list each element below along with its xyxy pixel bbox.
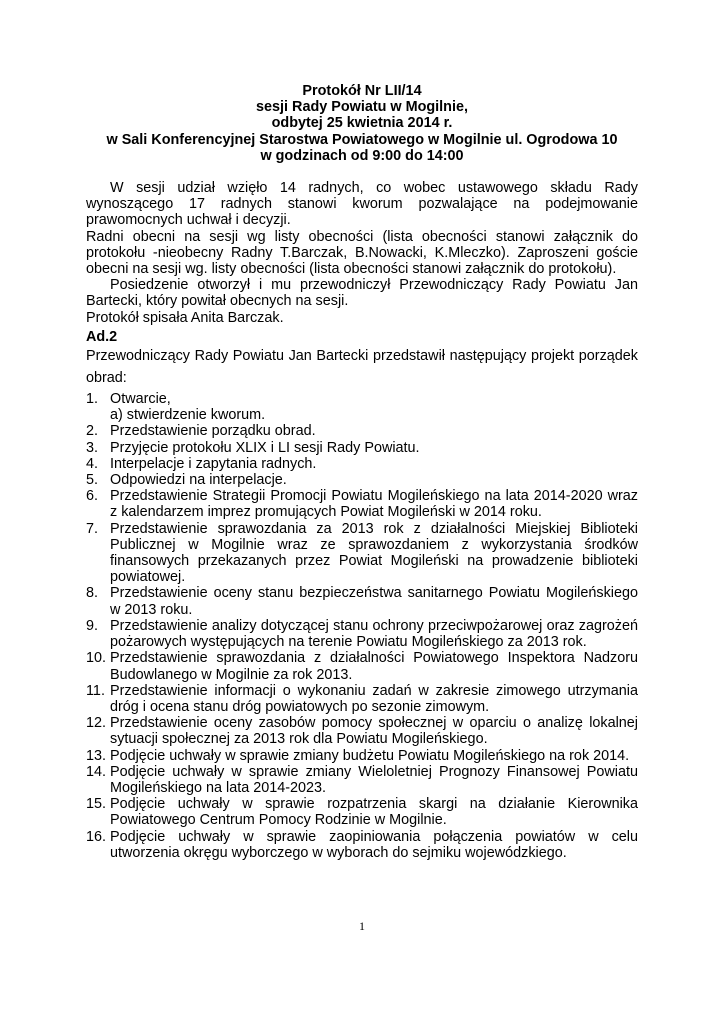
agenda-item-text: Przedstawienie oceny stanu bezpieczeństwa sanitarnego Powiatu Mogileńskiego w 2013 roku. xyxy=(110,585,638,618)
agenda-item xyxy=(86,488,638,520)
agenda-item-text: Podjęcie uchwały w sprawie zmiany Wieloletniej Prognozy Finansowej Powiatu Mogileńskiego na lata 2014-2023. xyxy=(110,763,638,796)
agenda-item-text: Podjęcie uchwały w sprawie zmiany budżetu Powiatu Mogileńskiego na rok 2014. xyxy=(110,747,630,764)
agenda-item xyxy=(86,650,638,682)
agenda-item-number: 2. xyxy=(86,423,99,440)
agenda-item-number: 12. xyxy=(86,715,107,732)
agenda-item-number: 14. xyxy=(86,763,107,780)
agenda-item-number: 6. xyxy=(86,488,99,505)
agenda-item-number: 15. xyxy=(86,796,107,813)
section-heading: Ad.2 xyxy=(86,328,118,345)
agenda-item-text: Przedstawienie sprawozdania z działalności Powiatowego Inspektora Nadzoru Budowlanego w Mogilnie za rok 2013. xyxy=(110,650,638,683)
agenda-item xyxy=(86,748,638,764)
paragraph-present: Radni obecni na sesji wg listy obecności (lista obecności stanowi załącznik do protokołu -nieobecny Radny T.Barczak, B.Nowacki, K.Mleczko). Zaproszeni goście obecni na sesji wg. listy obecności (lista obecności stanowi załącznik do protokołu). xyxy=(86,228,638,278)
agenda-item-text: Podjęcie uchwały w sprawie zaopiniowania połączenia powiatów w celu utworzenia okręgu wyborczego w wyborach do sejmiku wojewódzkiego. xyxy=(110,828,638,861)
agenda-intro: Przewodniczący Rady Powiatu Jan Bartecki przedstawił następujący projekt porządek obrad: xyxy=(86,348,638,387)
agenda-item-text: Interpelacje i zapytania radnych. xyxy=(110,455,317,472)
agenda-item-number: 1. xyxy=(86,391,99,408)
agenda-item-text: Przyjęcie protokołu XLIX i LI sesji Rady Powiatu. xyxy=(110,439,420,456)
agenda-item xyxy=(86,618,638,650)
agenda-item-number: 3. xyxy=(86,439,99,456)
agenda-item xyxy=(86,585,638,617)
agenda-item xyxy=(86,423,638,439)
agenda-item-text: Odpowiedzi na interpelacje. xyxy=(110,472,287,489)
agenda-item-number: 13. xyxy=(86,747,107,764)
agenda-item-number: 5. xyxy=(86,472,99,489)
agenda-item-number: 8. xyxy=(86,585,99,602)
agenda-item-text: Przedstawienie Strategii Promocji Powiatu Mogileńskiego na lata 2014-2020 wraz z kalendarzem imprez promujących Powiat Mogileński w 2014 roku. xyxy=(110,488,638,521)
agenda-item-number: 4. xyxy=(86,455,99,472)
agenda-item-number: 11. xyxy=(86,682,105,699)
title-line: w Sali Konferencyjnej Starostwa Powiatowego w Mogilnie ul. Ogrodowa 10 xyxy=(106,131,618,148)
agenda-list xyxy=(86,391,638,861)
page-number: 1 xyxy=(359,919,365,933)
agenda-item-text: Przedstawienie oceny zasobów pomocy społecznej w oparciu o analizę lokalnej sytuacji społecznej za 2013 rok dla Powiatu Mogileńskiego. xyxy=(110,715,638,748)
agenda-item xyxy=(86,829,638,861)
title-line: Protokół Nr LII/14 xyxy=(302,83,422,99)
agenda-item xyxy=(86,683,638,715)
document-title xyxy=(86,83,638,164)
agenda-sub-item: a) stwierdzenie kworum. xyxy=(110,407,266,424)
agenda-item-text: Podjęcie uchwały w sprawie rozpatrzenia skargi na działanie Kierownika Powiatowego Centrum Pomocy Rodzinie w Mogilnie. xyxy=(110,796,638,829)
agenda-item xyxy=(86,440,638,456)
agenda-item xyxy=(86,796,638,828)
title-line: odbytej 25 kwietnia 2014 r. xyxy=(271,115,453,132)
agenda-item xyxy=(86,764,638,796)
agenda-item xyxy=(86,472,638,488)
paragraph-opening: Posiedzenie otworzył i mu przewodniczył Przewodniczący Rady Powiatu Jan Bartecki, który powitał obecnych na sesji. xyxy=(86,277,638,310)
agenda-item-text: Przedstawienie analizy dotyczącej stanu ochrony przeciwpożarowej oraz zagrożeń pożarowych występujących na terenie Powiatu Mogileńskiego za 2013 rok. xyxy=(110,617,638,651)
document-page xyxy=(86,83,638,861)
agenda-item-number: 10. xyxy=(86,650,107,667)
title-line: w godzinach od 9:00 do 14:00 xyxy=(260,147,464,164)
agenda-item xyxy=(86,521,638,586)
agenda-item-text: Otwarcie, xyxy=(110,391,171,408)
agenda-item xyxy=(86,456,638,472)
paragraph-attendance: W sesji udział wzięło 14 radnych, co wobec ustawowego składu Rady wynoszącego 17 radnych stanowi kworum pozwalające na podejmowanie prawomocnych uchwał i decyzji. xyxy=(86,180,638,229)
agenda-item xyxy=(86,715,638,747)
agenda-item-text: Przedstawienie informacji o wykonaniu zadań w zakresie zimowego utrzymania dróg i ocena stanu dróg powiatowych po sezonie zimowym. xyxy=(110,682,638,715)
paragraph-recorder: Protokół spisała Anita Barczak. xyxy=(86,309,284,326)
agenda-item-number: 7. xyxy=(86,520,99,537)
agenda-item xyxy=(86,391,638,407)
agenda-item-number: 9. xyxy=(86,617,99,634)
agenda-item-text: Przedstawienie porządku obrad. xyxy=(110,423,316,440)
title-line: sesji Rady Powiatu w Mogilnie, xyxy=(256,99,468,116)
agenda-item-number: 16. xyxy=(86,828,107,845)
agenda-item-text: Przedstawienie sprawozdania za 2013 rok z działalności Miejskiej Biblioteki Publicznej w Mogilnie wraz ze sprawozdaniem z wykorzystania środków finansowych przekazanych przez Powiat Mogileński na prowadzenie biblioteki powiatowej. xyxy=(110,520,638,586)
